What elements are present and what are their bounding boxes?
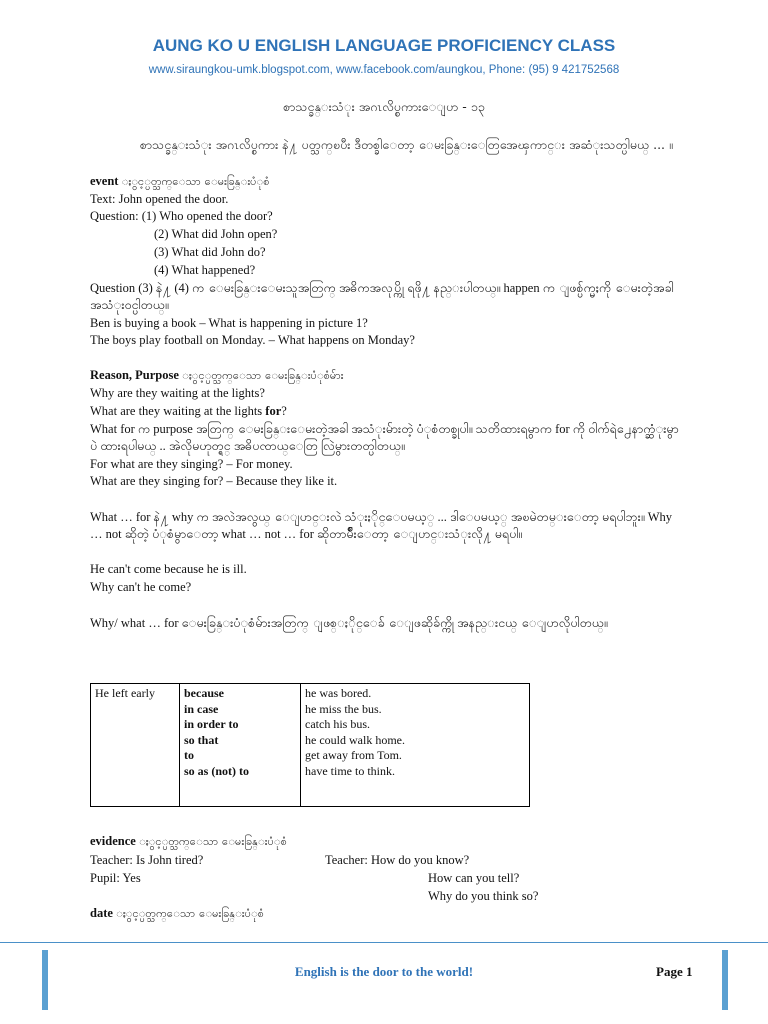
reason-example-1: For what are they singing? – For money. [90,457,293,471]
table-connectors-cell [180,684,301,807]
reason-example-4: Why can't he come? [90,580,192,594]
reason-question-2 [90,404,287,419]
event-heading [90,174,269,191]
reason-note-3: Why/ what … for ေမးခြန္းပံုစံမ်ားအတြက္ ျဖစ္ႏိုင္ေခ် ေျဖဆိုခ်က္ကို အနည္းငယ္ ေျပာလိုပါတယ္။ [90,616,608,630]
event-question-4: (4) What happened? [154,263,256,277]
footer-left-bar [42,950,48,1010]
evidence-question-1: How can you tell? [428,871,520,885]
reason-heading-en: Reason, Purpose [90,368,179,382]
reason-question-1: Why are they waiting at the lights? [90,386,265,400]
evidence-heading-en: evidence [90,834,136,848]
reason-q2-for: for [265,404,282,418]
date-heading-mm: ႏွင့္ပတ္သက္ေသာ ေမးခြန္းပံုစံ [116,907,264,920]
event-example-1: Ben is buying a book – What is happening in picture 1? [90,316,368,330]
evidence-heading [90,834,287,851]
footer-right-bar [722,950,728,1010]
reason-table [90,683,530,807]
connector-because: because [184,686,224,700]
event-heading-mm: ႏွင့္ပတ္သက္ေသာ ေမးခြန္းပံုစံ [121,175,270,188]
intro-paragraph: စာသင္ခန္းသံုး အဂၤလိပ္စကား နဲ႔ ပတ္သက္ၿပီး ဒီတစ္ခါေတာ့ ေမးခြန္းေတြအေၾကာင္း အဆံုးသတ္ပါမယ္ ... ။ [140,137,673,152]
table-subject: He left early [95,686,155,700]
date-heading-en: date [90,906,113,920]
lesson-title: စာသင္ခန္းသံုး အဂၤလိပ္စကားေျပာ - ၁၃ [283,99,485,114]
connector-so-as-not-to: so as (not) to [184,763,249,778]
contact-line: www.siraungkou-umk.blogspot.com, www.facebook.com/aungkou, Phone: (95) 9 421752568 [148,64,620,76]
event-heading-en: event [90,174,119,188]
table-clauses-cell [301,684,530,807]
event-question-2: (2) What did John open? [154,227,278,241]
page-number: Page 1 [656,964,693,979]
clause-1: he was bored. [305,686,372,700]
connector-in-case: in case [184,701,219,716]
footer-divider [0,942,768,943]
reason-heading [90,368,343,385]
clause-2: he miss the bus. [305,701,382,716]
clause-3: catch his bus. [305,717,370,731]
table-subject-cell [91,684,180,807]
evidence-teacher-1: Teacher: Is John tired? [90,853,204,867]
event-text: Text: John opened the door. [90,192,229,206]
connector-in-order-to: in order to [184,717,239,731]
event-question-1: Question: (1) Who opened the door? [90,209,273,223]
reason-example-2: What are they singing for? – Because they like it. [90,474,338,488]
event-example-2: The boys play football on Monday. – What happens on Monday? [90,333,415,347]
reason-heading-mm: ႏွင့္ပတ္သက္ေသာ ေမးခြန္းပံုစံမ်ား [182,369,344,382]
clause-6: have time to think. [305,763,395,778]
clause-4: he could walk home. [305,732,405,747]
clause-5: get away from Tom. [305,748,402,762]
footer-slogan: English is the door to the world! [294,964,474,979]
evidence-heading-mm: ႏွင့္ပတ္သက္ေသာ ေမးခြန္းပံုစံ [138,835,287,848]
evidence-pupil: Pupil: Yes [90,871,141,885]
reason-note: What for က purpose အတြက္ ေမးခြန္းေမးတဲ့အခါ အသံုးမ်ားတဲ့ ပံုစံတစ္ခုပါ။ သတိထားရမွာက for ကို ဝါက်ရဲ႕ေနာက္ဆံုးမွာပဲ ထားရပါမယ္ .. အဲလိုမဟုတ္ရင္ အဓိပၸာယ္ေတြ လြဲမွားတတ္ပါတယ္။ [90,422,679,453]
document-title: AUNG KO U ENGLISH LANGUAGE PROFICIENCY CLASS [152,36,616,55]
reason-example-3: He can't come because he is ill. [90,562,247,576]
date-heading [90,906,264,923]
table-row [91,684,530,807]
event-question-3: (3) What did John do? [154,245,266,259]
connector-so-that: so that [184,732,219,747]
reason-note-2: What … for နဲ႔ why က အလဲအလွယ္ ေျပာင္းလဲ သံုးႏိုင္ေပမယ့္ ... ဒါေပမယ့္ အၿမဲတမ္းေတာ့ မရပါဘူး။ Why … not ဆိုတဲ့ ပံုစံမွာေတာ့ what … not … for ဆိုတာမ်ိဳးေတာ့ ေျပာင္းသံုးလို႔ မရပါ။ [90,510,673,541]
evidence-teacher-2: Teacher: How do you know? [325,853,470,867]
event-note: Question (3) နဲ႔ (4) က ေမးခြန္းေမးသူအတြက္ အဓိကအလုပ္ကို ရဖို႔ နည္းပါတယ္။ happen က ျဖစ္ပ်က္မႈကို ေမးတဲ့အခါ အသံုးဝင္ပါတယ္။ [90,281,674,312]
connector-to: to [184,748,194,762]
reason-q2-text: What are they waiting at the lights [90,404,266,418]
reason-q2-mark: ? [281,404,287,418]
evidence-question-2: Why do you think so? [428,889,539,903]
